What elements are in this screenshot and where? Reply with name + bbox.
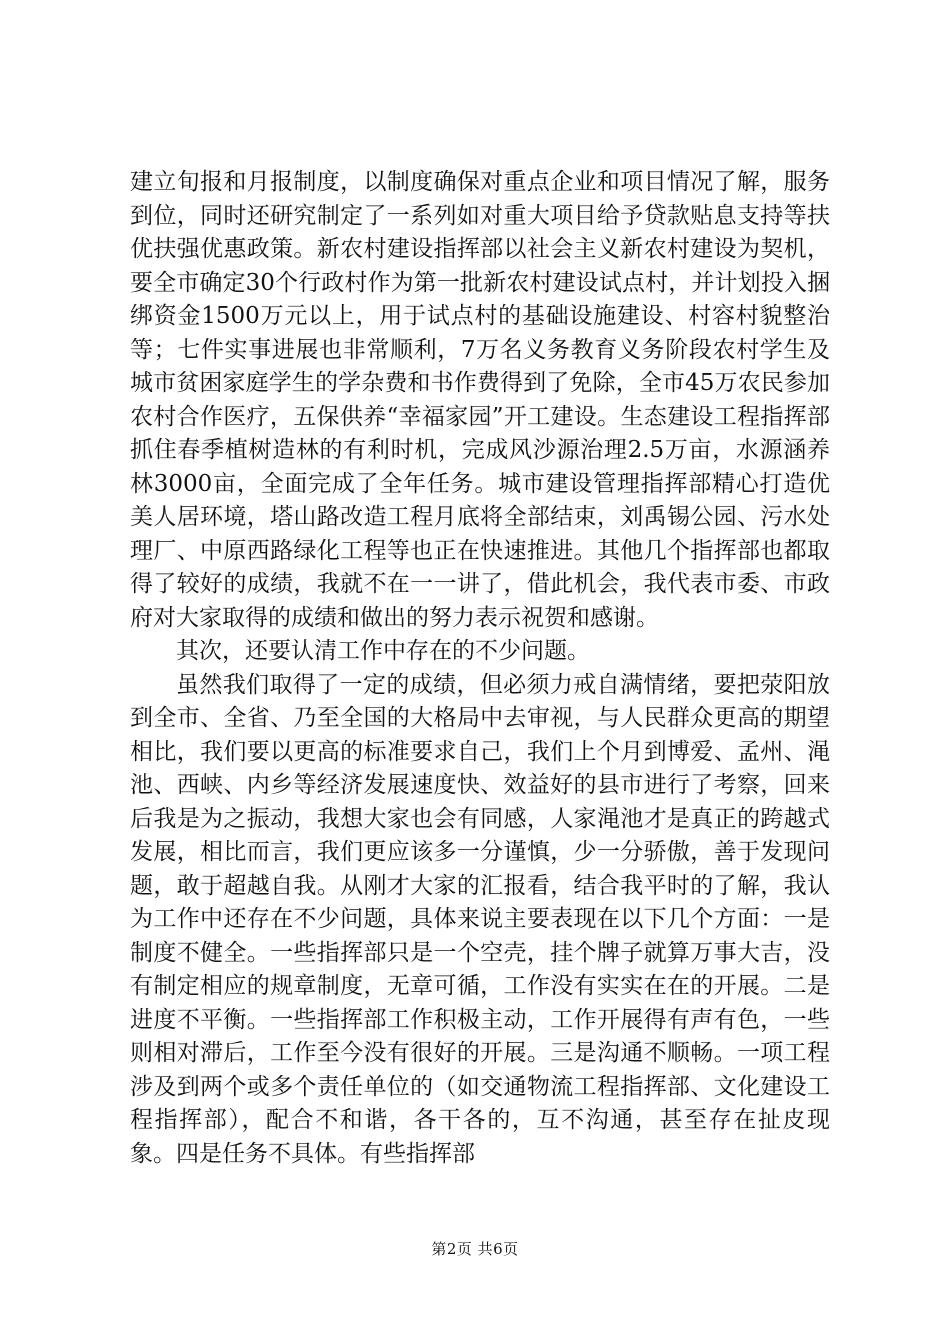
document-body (130, 166, 830, 1171)
paragraph-problems-detail: 虽然我们取得了一定的成绩，但必须力戒自满情绪，要把荥阳放到全市、全省、乃至全国的大格局中去审视，与人民群众更高的期望相比，我们要以更高的标准要求自己，我们上个月到博爱、孟州、渑池、西峡、内乡等经济发展速度快、效益好的县市进行了考察，回来后我是为之振动，我想大家也会有同感，人家渑池才是真正的跨越式发展，相比而言，我们更应该多一分谨慎，少一分骄傲，善于发现问题，敢于超越自我。从刚才大家的汇报看，结合我平时的了解，我认为工作中还存在不少问题，具体来说主要表现在以下几个方面：一是制度不健全。一些指挥部只是一个空壳，挂个牌子就算万事大吉，没有制定相应的规章制度，无章可循，工作没有实实在在的开展。二是进度不平衡。一些指挥部工作积极主动，工作开展得有声有色，一些则相对滞后，工作至今没有很好的开展。三是沟通不顺畅。一项工程涉及到两个或多个责任单位的（如交通物流工程指挥部、文化建设工程指挥部），配合不和谐，各干各的，互不沟通，甚至存在扯皮现象。四是任务不具体。有些指挥部 (130, 671, 830, 1167)
paragraph-problems-heading: 其次，还要认清工作中存在的不少问题。 (176, 638, 590, 664)
paragraph-achievements: 建立旬报和月报制度，以制度确保对重点企业和项目情况了解，服务到位，同时还研究制定了一系列如对重大项目给予贷款贴息支持等扶优扶强优惠政策。新农村建设指挥部以社会主义新农村建设为契机，要全市确定30个行政村作为第一批新农村建设试点村，并计划投入捆绑资金1500万元以上，用于试点村的基础设施建设、村容村貌整治等；七件实事进展也非常顺利，7万名义务教育义务阶段农村学生及城市贫困家庭学生的学杂费和书作费得到了免除，全市45万农民参加农村合作医疗，五保供养“幸福家园”开工建设。生态建设工程指挥部抓住春季植树造林的有利时机，完成风沙源治理2.5万亩，水源涵养林3000亩，全面完成了全年任务。城市建设管理指挥部精心打造优美人居环境，塔山路改造工程月底将全部结束，刘禹锡公园、污水处理厂、中原西路绿化工程等也正在快速推进。其他几个指挥部也都取得了较好的成绩，我就不在一一讲了，借此机会，我代表市委、市政府对大家取得的成绩和做出的努力表示祝贺和感谢。 (130, 169, 830, 631)
page-number: 第2页 共6页 (431, 1240, 519, 1258)
